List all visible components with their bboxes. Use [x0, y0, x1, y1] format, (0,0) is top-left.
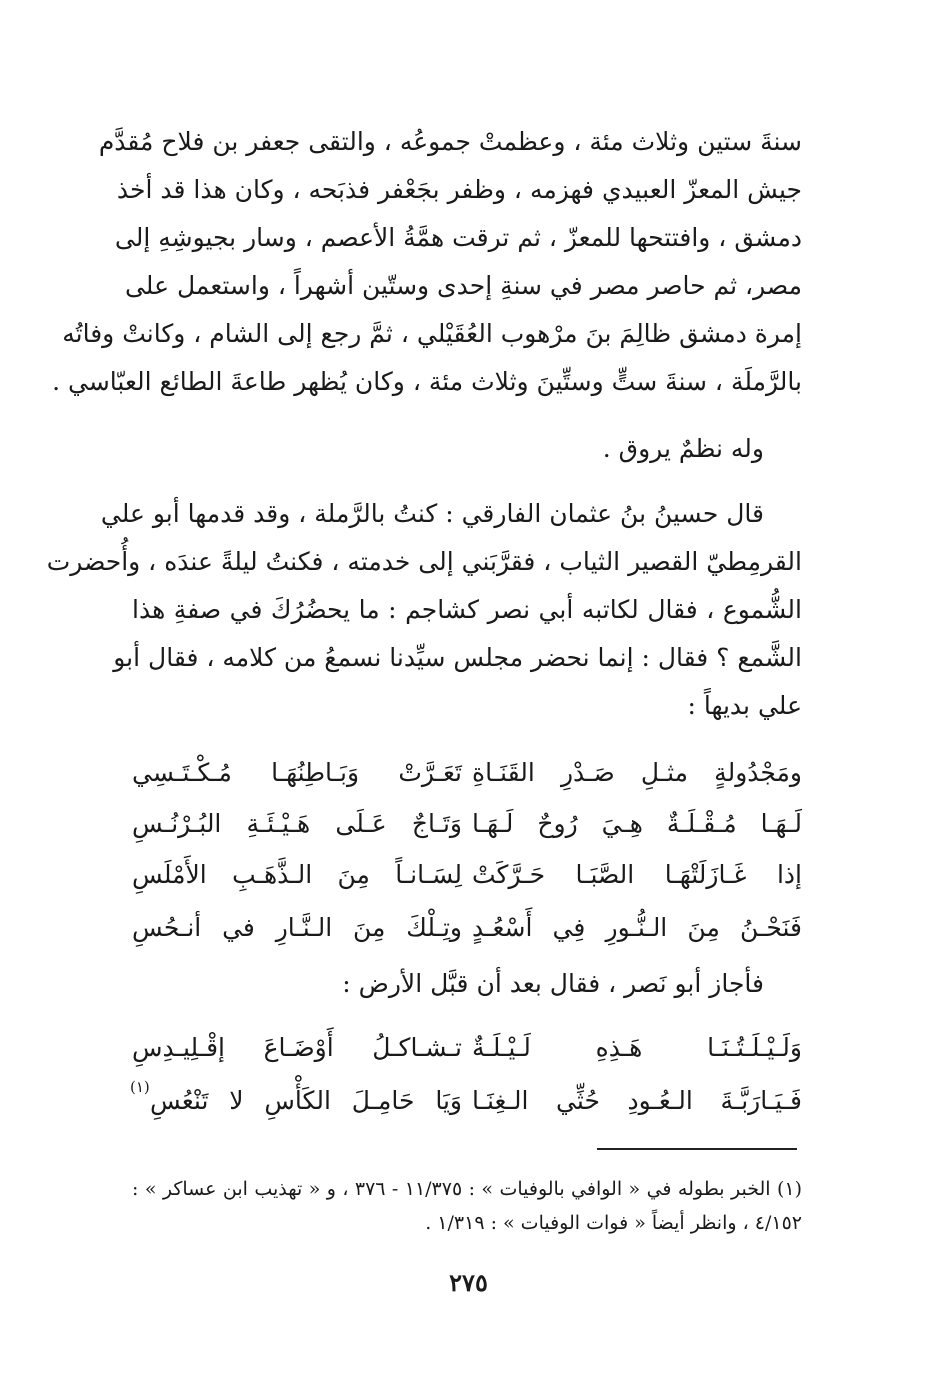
text-line: مصر، ثم حاصر مصر في سنةِ إحدى وستّين أشهراً ، واستعمل على	[124, 271, 802, 300]
text-line: الشُّموع ، فقال لكاتبه أبي نصر كشاجم : ما يحضُرُكَ في صفةِ هذا	[132, 595, 802, 624]
footnote-separator	[597, 1148, 797, 1150]
verse-first-hemistich: إذا غَـازَلَتْهَـا الصَّبَـا حَـرَّكَتْ	[472, 860, 802, 889]
text-line: سنةَ ستين وثلاث مئة ، وعظمتْ جموعُه ، والتقى جعفر بن فلاح مُقدَّم	[98, 127, 802, 156]
verse-line	[132, 850, 802, 900]
verse-first-hemistich: فَـيَـارَبَّـةَ الـعُـودِ حُثِّي الـغِنَـا	[472, 1086, 802, 1115]
verse-second-hemistich: تَعَـرَّتْ وَبَـاطِنُهَـا مُـكْـتَـسِي	[132, 758, 462, 787]
verse-line	[132, 1076, 802, 1126]
verse-second-hemistich: وَتَـاجٌ عَـلَى هَـيْـئَـةِ البُـرْنُـسِ	[132, 809, 462, 838]
paragraph-1	[52, 118, 802, 406]
text-line: فأجاز أبو نَصر ، فقال بعد أن قبَّل الأرض :	[342, 969, 764, 998]
text-line: القرمِطيّ القصير الثياب ، فقرَّبَني إلى خدمته ، فكنتُ ليلةً عندَه ، وأُحضرت	[46, 547, 802, 576]
verse-first-hemistich: ومَجْدُولةٍ مثـلِ صَـدْرِ القَنَـاةِ	[472, 758, 802, 787]
footnote-line: (١) الخبر بطوله في « الوافي بالوفيات » : ١١/٣٧٥ - ٣٧٦ ، و « تهذيب ابن عساكر » :	[132, 1178, 803, 1200]
verse-second-hemistich: وَيَا حَامِـلَ الكَأْسِ لا تَنْعُسِ	[150, 1086, 462, 1115]
text-line: إمرة دمشق ظالِمَ بنَ مرْهوب العُقَيْلي ، ثمَّ رجع إلى الشام ، وكانتْ وفاتُه	[62, 319, 802, 348]
text-line: قال حسينُ بنُ عثمان الفارقي : كنتُ بالرَّملة ، وقد قدمها أبو علي	[100, 499, 764, 528]
verse-first-hemistich: لَـهَـا مُـقْـلَـةٌ هِـيَ رُوحٌ لَـهَـا	[472, 809, 802, 838]
text-line: دمشق ، وافتتحها للمعزّ ، ثم ترقت همَّةُ الأعصم ، وسار بجيوشِهِ إلى	[114, 223, 802, 252]
text-line: الشَّمع ؟ فقال : إنما نحضر مجلس سيِّدنا نسمعُ من كلامه ، فقال أبو	[113, 643, 802, 672]
verse-second-hemistich: لِسَـانـاً مِنَ الـذَّهَـبِ الأَمْلَسِ	[132, 860, 462, 889]
paragraph-3	[46, 490, 802, 730]
verse-first-hemistich: وَلَـيْـلَـتُـنَـا هَـذِهِ لَـيْـلَـةٌ	[472, 1033, 802, 1062]
footnote-reference-mark: (١)	[130, 1078, 150, 1096]
text-line: بالرَّملَة ، سنةَ ستٍّ وستِّينَ وثلاث مئة ، وكان يُظهر طاعةَ الطائع العبّاسي .	[52, 367, 802, 396]
footnote	[132, 1172, 802, 1240]
paragraph-4	[132, 960, 802, 1008]
verse-line	[132, 903, 802, 953]
verse-line	[132, 748, 802, 798]
page-number: ٢٧٥	[449, 1268, 488, 1297]
verse-second-hemistich: وتِـلْكَ مِنَ الـنَّـارِ في أنـحُسِ	[132, 913, 462, 942]
text-line: وله نظمٌ يروق .	[602, 434, 764, 463]
verse-second-hemistich: تـشـاكـلُ أَوْضَـاعَ إقْـلِيـدِسِ	[132, 1033, 462, 1062]
text-line: علي بديهاً :	[687, 691, 802, 720]
verse-first-hemistich: فَنَحْـنُ مِنَ الـنُّـورِ فِي أَسْعُـدٍ	[472, 913, 802, 942]
verse-line	[132, 1023, 802, 1073]
text-line: جيش المعزّ العبيدي فهزمه ، وظفر بجَعْفر فذبَحه ، وكان هذا قد أخذ	[116, 175, 802, 204]
footnote-line: ٤/١٥٢ ، وانظر أيضاً « فوات الوفيات » : ١/٣١٩ .	[425, 1212, 802, 1234]
verse-line	[132, 799, 802, 849]
paragraph-2	[132, 425, 802, 473]
